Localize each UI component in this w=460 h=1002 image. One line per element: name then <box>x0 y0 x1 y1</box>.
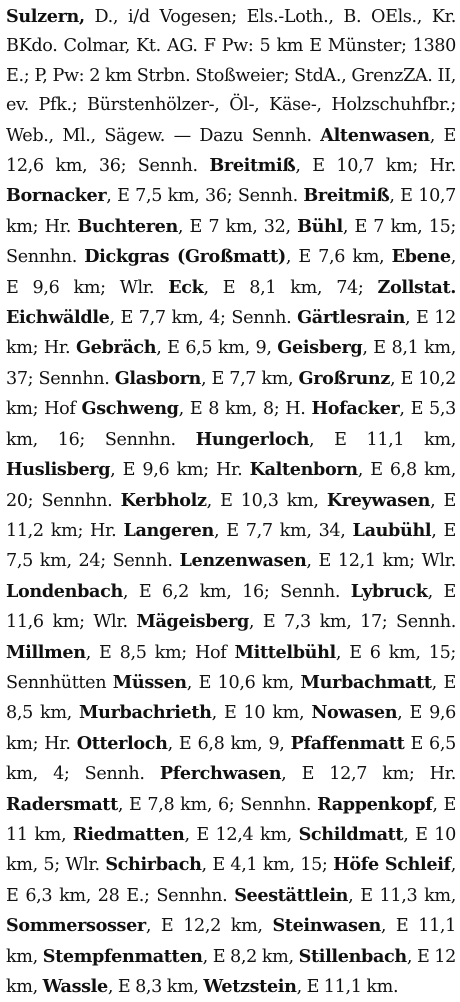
place-name: Murbachrieth <box>79 702 212 724</box>
entry-text: , E 11,1 km, <box>309 429 456 450</box>
place-name: Stempfenmatten <box>42 945 203 967</box>
entry-text: , E 11,6 km; Wlr. <box>6 581 456 633</box>
place-name: Millmen <box>6 641 86 663</box>
place-name: Mittelbühl <box>234 641 336 663</box>
entry-text: , E 10,7 km; Hr. <box>295 156 456 177</box>
place-name: Mägeisberg <box>136 611 249 633</box>
entry-text: , E 8,5 km; Hof <box>85 642 235 663</box>
place-name: Bühl <box>297 215 343 237</box>
place-name: Sommersosser <box>6 915 146 937</box>
entry-text: , E 8 km, 8; H. <box>178 399 312 420</box>
entry-text: , E 7 km, 15; Sennhn. <box>6 216 457 268</box>
entry-text: , E 11,1 km. <box>296 977 399 997</box>
entry-text: , E 7,7 km, 34, <box>213 520 353 541</box>
place-name: Rappenkopf <box>317 793 433 815</box>
place-name: Schirbach <box>105 854 202 876</box>
entry-text: , E 9,6 km; Wlr. <box>6 247 456 298</box>
place-name: Gärtlesrain <box>297 307 406 329</box>
entry-text: , E 6,3 km, 28 E.; Sennhn. <box>6 855 456 906</box>
place-name: Langeren <box>123 519 214 541</box>
entry-text: , E 12,1 km; Wlr. <box>306 551 456 572</box>
place-name: Lybruck <box>350 580 428 602</box>
entry-text: , E 7,5 km, 24; Sennh. <box>6 520 456 572</box>
entry-text: , E 6,5 km, 9, <box>156 338 278 359</box>
place-name: Radersmatt <box>6 793 118 815</box>
place-name: Wetzstein <box>203 976 297 997</box>
place-name: Sulzern, <box>6 6 85 27</box>
place-name: Pfaffenmatt <box>290 732 405 754</box>
place-name: Otterloch <box>76 732 168 754</box>
entry-text: , E 7,8 km, 6; Sennhn. <box>117 794 318 815</box>
place-name: Londenbach <box>6 580 123 602</box>
place-name: Geisberg <box>277 337 363 359</box>
entry-text: , E 10,6 km, <box>186 672 301 693</box>
place-name: Bornacker <box>6 185 107 207</box>
place-name: Zollstat. Eichwäldle <box>6 276 456 329</box>
entry-text: , E 6,2 km, 16; Sennh. <box>122 581 351 602</box>
place-name: Steinwasen <box>272 915 381 937</box>
place-name: Breitmiß <box>209 155 296 177</box>
place-name: Seestättlein <box>234 884 349 906</box>
entry-text: , E 11,1 km, <box>6 916 456 967</box>
place-name: Stillenbach <box>298 945 407 967</box>
entry-text: , E 8,5 km, <box>6 672 456 724</box>
entry-text: D., i/d Vogesen; Els.-Loth., B. OEls., Kr. BKdo. Colmar, Kt. AG. F Pw: 5 km E Münster; 1380 E.; P, Pw: 2 km Strbn. Stoßweier; StdA., GrenzZA. II, ev. Pfk.; Bürstenhölzer-, Öl-, Käse-, Holzschuhfbr.; Web., Ml., Sägew. — Dazu Sennh. <box>6 7 456 146</box>
place-name: Eck <box>168 276 204 298</box>
entry-text: , E 12 km; Hr. <box>6 308 456 359</box>
entry-text: , E 12,2 km, <box>145 916 273 937</box>
entry-text: , E 12,4 km, <box>184 824 299 845</box>
place-name: Pferchwasen <box>159 763 282 785</box>
place-name: Ebene <box>391 246 451 268</box>
place-name: Schildmatt <box>298 823 404 845</box>
entry-text: , E 10 km, 5; Wlr. <box>6 824 456 876</box>
entry-text: , E 12,6 km, 36; Sennh. <box>6 125 456 177</box>
entry-text: , E 8,2 km, <box>202 946 299 967</box>
place-name: Lenzenwasen <box>179 550 307 572</box>
entry-text: , E 11 km, <box>6 794 456 845</box>
entry-text: , E 12,7 km; Hr. <box>281 764 456 785</box>
place-name: Höfe Schleif <box>333 854 451 876</box>
entry-text: , E 5,3 km, 16; Sennhn. <box>6 399 456 450</box>
place-name: Murbachmatt <box>300 671 432 693</box>
place-name: Hofacker <box>311 398 400 420</box>
place-name: Großrunz <box>298 367 390 389</box>
place-name: Laubühl <box>352 519 432 541</box>
place-name: Buchteren <box>77 215 178 237</box>
place-name: Nowasen <box>311 702 398 724</box>
entry-text: , E 4,1 km, 15; <box>201 855 334 876</box>
entry-text: , E 6,8 km, 20; Sennhn. <box>6 460 456 511</box>
entry-text: , E 7,7 km, 4; Sennh. <box>109 308 298 329</box>
entry-text: , E 6,8 km, 9, <box>167 733 291 754</box>
entry-text: , E 7,7 km, <box>201 368 299 389</box>
place-name: Glasborn <box>114 367 201 389</box>
entry-text: , E 8,1 km, 74; <box>203 277 378 298</box>
entry-text: , E 11,2 km; Hr. <box>6 490 457 541</box>
entry-text: , E 10,7 km; Hr. <box>6 186 456 237</box>
entry-text: , E 7,5 km, 36; Sennh. <box>106 186 304 207</box>
entry-text: , E 12 km, <box>6 946 456 997</box>
entry-text: , E 7 km, 32, <box>177 216 298 237</box>
place-name: Riedmatten <box>72 823 185 845</box>
entry-text: , E 10,2 km; Hof <box>6 368 456 420</box>
entry-text: , E 9,6 km; Hr. <box>6 703 456 754</box>
place-name: Gschweng <box>81 398 179 420</box>
place-name: Kerbholz <box>120 489 207 511</box>
place-name: Müssen <box>112 671 187 693</box>
place-name: Kreywasen <box>326 489 431 511</box>
entry-text: , E 11,3 km, <box>348 885 456 906</box>
place-name: Huslisberg <box>6 459 111 481</box>
entry-text: , E 8,3 km, <box>107 977 204 997</box>
entry-text: , E 6 km, 15; Sennhütten <box>6 642 457 693</box>
place-name: Altenwasen <box>320 124 430 146</box>
place-name: Dickgras (Großmatt) <box>84 246 286 268</box>
gazetteer-entry-sulzern <box>6 2 456 1002</box>
entry-text: , E 9,6 km; Hr. <box>110 460 250 481</box>
place-name: Wassle <box>42 976 108 997</box>
entry-text: , E 10 km, <box>211 703 312 724</box>
place-name: Breitmiß <box>303 185 390 207</box>
place-name: Hungerloch <box>195 428 310 450</box>
place-name: Gebräch <box>75 337 157 359</box>
place-name: Kaltenborn <box>249 459 358 481</box>
entry-text: E 6,5 km, 4; Sennh. <box>6 733 456 785</box>
entry-text: , E 8,1 km, 37; Sennhn. <box>6 338 456 389</box>
entry-text: , E 10,3 km, <box>206 490 327 511</box>
entry-text: , E 7,6 km, <box>285 247 392 268</box>
entry-text: , E 7,3 km, 17; Sennh. <box>248 612 456 633</box>
